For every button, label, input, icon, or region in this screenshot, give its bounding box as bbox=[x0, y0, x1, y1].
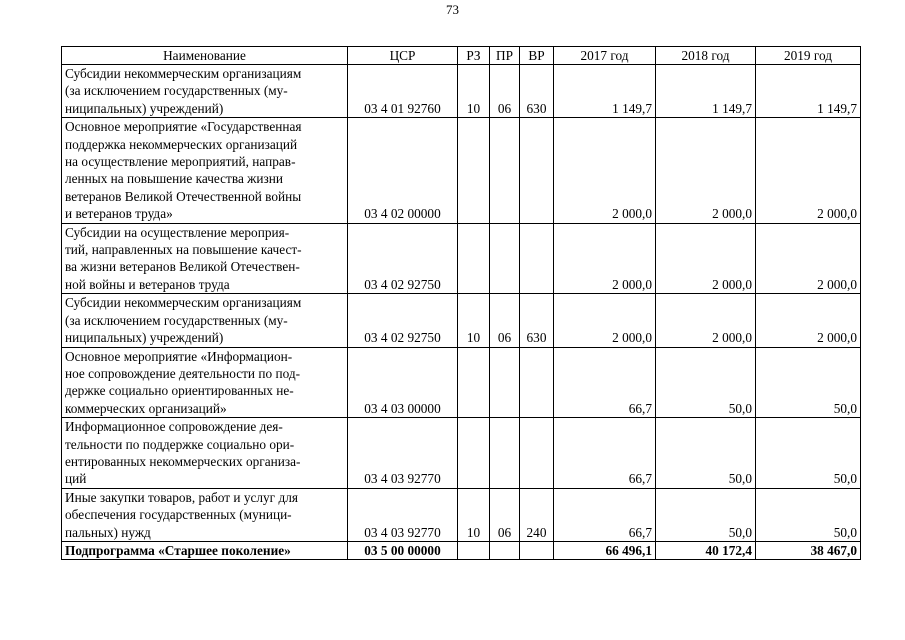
row-2017: 1 149,7 bbox=[554, 65, 656, 118]
row-vr bbox=[520, 347, 554, 418]
row-name-line: Иные закупки товаров, работ и услуг для bbox=[65, 489, 298, 505]
page-number: 73 bbox=[446, 2, 459, 17]
row-csr: 03 4 02 92750 bbox=[348, 294, 458, 347]
row-name-line: ниципальных) учреждений) bbox=[65, 100, 224, 116]
row-name-line: Информационное сопровождение дея- bbox=[65, 419, 283, 435]
row-rz bbox=[458, 418, 490, 489]
row-vr bbox=[520, 223, 554, 294]
total-row bbox=[62, 541, 861, 559]
table-row bbox=[62, 223, 861, 294]
row-name-line: коммерческих организаций» bbox=[65, 400, 227, 416]
budget-table bbox=[61, 46, 861, 560]
table-row bbox=[62, 347, 861, 418]
row-name-line: Субсидии на осуществление мероприя- bbox=[65, 224, 290, 240]
row-name-line: тельности по поддержке социально ори- bbox=[65, 436, 295, 452]
row-2017: 2 000,0 bbox=[554, 223, 656, 294]
row-csr: 03 4 02 00000 bbox=[348, 118, 458, 223]
row-pr: 06 bbox=[490, 294, 520, 347]
row-name-line: ций bbox=[65, 471, 87, 487]
row-2017: 2 000,0 bbox=[554, 294, 656, 347]
row-name-line: тий, направленных на повышение качест- bbox=[65, 242, 302, 258]
row-name-line: пальных) нужд bbox=[65, 524, 151, 540]
row-name-line: на осуществление мероприятий, направ- bbox=[65, 154, 296, 170]
table-row bbox=[62, 294, 861, 347]
row-name-line: обеспечения государственных (муници- bbox=[65, 507, 292, 523]
row-2018: 50,0 bbox=[656, 418, 756, 489]
row-name bbox=[62, 488, 348, 541]
table-row bbox=[62, 488, 861, 541]
row-name-line: Субсидии некоммерческим организациям bbox=[65, 295, 302, 311]
total-2018: 40 172,4 bbox=[656, 541, 756, 559]
row-name-line: поддержка некоммерческих организаций bbox=[65, 136, 298, 152]
row-name bbox=[62, 418, 348, 489]
row-2019: 50,0 bbox=[756, 488, 861, 541]
total-csr: 03 5 00 00000 bbox=[348, 541, 458, 559]
header-vr: ВР bbox=[520, 47, 554, 65]
row-csr: 03 4 03 92770 bbox=[348, 418, 458, 489]
table-body bbox=[62, 65, 861, 560]
row-name-line: ной войны и ветеранов труда bbox=[65, 276, 230, 292]
total-2019: 38 467,0 bbox=[756, 541, 861, 559]
row-pr: 06 bbox=[490, 488, 520, 541]
row-2019: 2 000,0 bbox=[756, 223, 861, 294]
row-2018: 1 149,7 bbox=[656, 65, 756, 118]
header-2019: 2019 год bbox=[756, 47, 861, 65]
row-pr bbox=[490, 223, 520, 294]
row-rz bbox=[458, 223, 490, 294]
row-name-line: ниципальных) учреждений) bbox=[65, 330, 224, 346]
row-name-line: ленных на повышение качества жизни bbox=[65, 171, 283, 187]
row-name-line: Основное мероприятие «Государственная bbox=[65, 119, 302, 135]
row-vr: 630 bbox=[520, 65, 554, 118]
row-pr bbox=[490, 347, 520, 418]
row-2019: 1 149,7 bbox=[756, 65, 861, 118]
row-rz: 10 bbox=[458, 65, 490, 118]
row-name bbox=[62, 118, 348, 223]
row-vr bbox=[520, 118, 554, 223]
row-pr bbox=[490, 118, 520, 223]
row-csr: 03 4 02 92750 bbox=[348, 223, 458, 294]
row-2017: 66,7 bbox=[554, 418, 656, 489]
row-name-line: держке социально ориентированных не- bbox=[65, 383, 294, 399]
row-name bbox=[62, 347, 348, 418]
row-2018: 2 000,0 bbox=[656, 118, 756, 223]
row-name-line: ва жизни ветеранов Великой Отечествен- bbox=[65, 259, 300, 275]
row-name-line: и ветеранов труда» bbox=[65, 206, 173, 222]
row-2017: 66,7 bbox=[554, 347, 656, 418]
row-csr: 03 4 01 92760 bbox=[348, 65, 458, 118]
row-name-line: ентированных некоммерческих организа- bbox=[65, 453, 301, 469]
total-2017: 66 496,1 bbox=[554, 541, 656, 559]
row-name-line: Основное мероприятие «Информацион- bbox=[65, 348, 293, 364]
row-2018: 2 000,0 bbox=[656, 294, 756, 347]
row-name bbox=[62, 294, 348, 347]
row-name-line: (за исключением государственных (му- bbox=[65, 83, 288, 99]
row-name bbox=[62, 223, 348, 294]
table-row bbox=[62, 65, 861, 118]
table-row bbox=[62, 118, 861, 223]
row-2018: 50,0 bbox=[656, 488, 756, 541]
row-name-line: (за исключением государственных (му- bbox=[65, 312, 288, 328]
row-rz bbox=[458, 118, 490, 223]
row-2018: 50,0 bbox=[656, 347, 756, 418]
header-2017: 2017 год bbox=[554, 47, 656, 65]
row-2019: 2 000,0 bbox=[756, 294, 861, 347]
total-rz bbox=[458, 541, 490, 559]
row-csr: 03 4 03 92770 bbox=[348, 488, 458, 541]
table-row bbox=[62, 418, 861, 489]
total-vr bbox=[520, 541, 554, 559]
total-pr bbox=[490, 541, 520, 559]
row-pr bbox=[490, 418, 520, 489]
row-2017: 66,7 bbox=[554, 488, 656, 541]
row-2019: 50,0 bbox=[756, 347, 861, 418]
row-2019: 50,0 bbox=[756, 418, 861, 489]
row-name bbox=[62, 65, 348, 118]
header-row bbox=[62, 47, 861, 65]
header-rz: РЗ bbox=[458, 47, 490, 65]
row-2018: 2 000,0 bbox=[656, 223, 756, 294]
row-name-line: ветеранов Великой Отечественной войны bbox=[65, 188, 302, 204]
row-vr: 240 bbox=[520, 488, 554, 541]
row-vr bbox=[520, 418, 554, 489]
header-name: Наименование bbox=[62, 47, 348, 65]
row-name-line: Субсидии некоммерческим организациям bbox=[65, 66, 302, 81]
row-csr: 03 4 03 00000 bbox=[348, 347, 458, 418]
header-csr: ЦСР bbox=[348, 47, 458, 65]
row-vr: 630 bbox=[520, 294, 554, 347]
row-rz: 10 bbox=[458, 488, 490, 541]
row-rz: 10 bbox=[458, 294, 490, 347]
header-pr: ПР bbox=[490, 47, 520, 65]
row-pr: 06 bbox=[490, 65, 520, 118]
row-2019: 2 000,0 bbox=[756, 118, 861, 223]
header-2018: 2018 год bbox=[656, 47, 756, 65]
total-name: Подпрограмма «Старшее поколение» bbox=[62, 541, 348, 559]
row-name-line: ное сопровождение деятельности по под- bbox=[65, 365, 301, 381]
row-2017: 2 000,0 bbox=[554, 118, 656, 223]
row-rz bbox=[458, 347, 490, 418]
